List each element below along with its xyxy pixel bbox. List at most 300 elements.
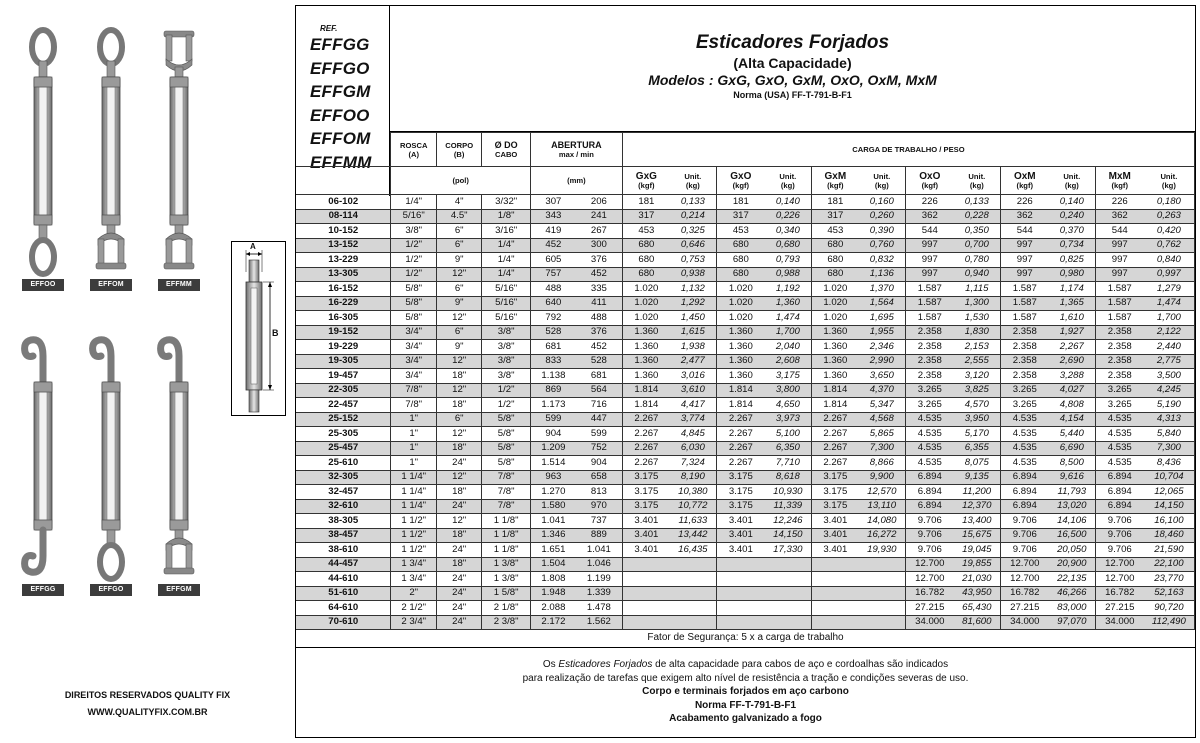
table-cell: 11,339 (765, 499, 811, 514)
unit-pol: (pol) (391, 167, 530, 195)
table-cell: 2,122 (1144, 325, 1195, 340)
specification-sheet (295, 5, 1196, 738)
table-cell: 4,845 (670, 427, 716, 442)
table-cell: 757 (530, 267, 575, 282)
row-code: 16-305 (296, 311, 391, 326)
table-cell: 1,174 (1049, 282, 1095, 297)
spec-table (296, 132, 1195, 630)
table-cell: 1.587 (1000, 296, 1049, 311)
table-cell (716, 557, 765, 572)
table-cell: 3.175 (811, 470, 858, 485)
table-cell: 1 1/8" (482, 543, 531, 558)
table-cell: 997 (1000, 253, 1049, 268)
table-cell: 1.587 (1000, 311, 1049, 326)
table-cell (811, 557, 858, 572)
table-cell: 4.535 (1095, 441, 1144, 456)
table-cell: 1 1/4" (391, 470, 436, 485)
table-cell: 0,646 (670, 238, 716, 253)
models-line: Modelos : GxG, GxO, GxM, OxO, OxM, MxM (648, 72, 937, 88)
table-cell: 0,825 (1049, 253, 1095, 268)
table-cell: 889 (576, 528, 622, 543)
table-cell: 14,150 (1144, 499, 1195, 514)
table-cell: 11,793 (1049, 485, 1095, 500)
table-cell: 2.267 (622, 441, 669, 456)
ref-code: EFFGO (310, 58, 370, 78)
table-cell: 16,272 (859, 528, 905, 543)
table-cell: 2.267 (811, 412, 858, 427)
table-cell: 0,753 (670, 253, 716, 268)
table-row (296, 427, 1195, 442)
table-cell: 181 (622, 195, 669, 210)
table-cell: 0,214 (670, 209, 716, 224)
table-row (296, 195, 1195, 210)
row-code: 32-610 (296, 499, 391, 514)
table-cell: 0,228 (954, 209, 1000, 224)
note-line-5: Acabamento galvanizado a fogo (669, 713, 822, 724)
table-cell: 9.706 (905, 528, 954, 543)
table-cell: 20,050 (1049, 543, 1095, 558)
page-subtitle: (Alta Capacidade) (733, 55, 852, 71)
table-row (296, 369, 1195, 384)
unit-oxo: Unit. (kg) (954, 167, 1000, 195)
table-cell: 97,070 (1049, 615, 1095, 630)
table-cell: 5/16" (482, 296, 531, 311)
dim-a-label: A (250, 242, 256, 251)
table-cell: 4.535 (1095, 427, 1144, 442)
table-cell: 1 3/4" (391, 572, 436, 587)
table-cell: 343 (530, 209, 575, 224)
table-cell: 1" (391, 427, 436, 442)
table-cell: 6" (436, 325, 481, 340)
table-cell: 1.360 (716, 354, 765, 369)
row-code: 25-305 (296, 427, 391, 442)
table-cell: 3,288 (1049, 369, 1095, 384)
table-cell (670, 601, 716, 616)
table-cell: 3/8" (482, 369, 531, 384)
row-code: 51-610 (296, 586, 391, 601)
table-cell: 226 (1095, 195, 1144, 210)
table-cell: 997 (905, 238, 954, 253)
table-cell: 6.894 (1095, 485, 1144, 500)
table-cell: 6.894 (1000, 485, 1049, 500)
row-code: 19-305 (296, 354, 391, 369)
table-cell: 680 (622, 267, 669, 282)
table-cell: 2.358 (1000, 354, 1049, 369)
table-cell (622, 586, 669, 601)
table-cell: 3.175 (622, 485, 669, 500)
table-row (296, 224, 1195, 239)
table-cell: 1/4" (391, 195, 436, 210)
row-code: 38-457 (296, 528, 391, 543)
table-cell (765, 572, 811, 587)
table-cell: 1/2" (391, 253, 436, 268)
table-cell: 12,370 (954, 499, 1000, 514)
table-cell: 564 (576, 383, 622, 398)
table-cell: 2.358 (1095, 369, 1144, 384)
table-cell: 24" (436, 456, 481, 471)
table-cell: 0,370 (1049, 224, 1095, 239)
blank-header (296, 133, 391, 167)
table-cell: 2.358 (1095, 340, 1144, 355)
table-cell: 9.706 (1095, 543, 1144, 558)
table-cell: 658 (576, 470, 622, 485)
table-cell (622, 615, 669, 630)
table-cell: 8,866 (859, 456, 905, 471)
table-cell: 2,346 (859, 340, 905, 355)
table-cell: 453 (811, 224, 858, 239)
table-cell: 4,650 (765, 398, 811, 413)
table-cell: 1.514 (530, 456, 575, 471)
table-cell: 6.894 (1000, 470, 1049, 485)
table-cell: 2,608 (765, 354, 811, 369)
website-url: WWW.QUALITYFIX.COM.BR (87, 707, 208, 717)
table-cell: 1/2" (482, 398, 531, 413)
table-cell: 1,370 (859, 282, 905, 297)
table-cell: 453 (716, 224, 765, 239)
table-row (296, 586, 1195, 601)
table-cell (859, 586, 905, 601)
table-cell: 1.814 (622, 398, 669, 413)
table-cell: 1.138 (530, 369, 575, 384)
norm-line: Norma (USA) FF-T-791-B-F1 (733, 90, 852, 100)
table-row (296, 398, 1195, 413)
table-cell: 6.894 (905, 499, 954, 514)
table-cell: 9.706 (1000, 528, 1049, 543)
table-cell: 6.894 (1095, 499, 1144, 514)
table-cell: 5/8" (482, 456, 531, 471)
table-cell: 9" (436, 253, 481, 268)
table-cell: 27.215 (905, 601, 954, 616)
ref-code: EFFOO (310, 105, 370, 125)
row-code: 38-305 (296, 514, 391, 529)
table-cell: 4,245 (1144, 383, 1195, 398)
table-cell: 2.267 (811, 441, 858, 456)
table-cell: 0,700 (954, 238, 1000, 253)
table-cell: 453 (622, 224, 669, 239)
table-cell: 4.535 (1095, 412, 1144, 427)
table-cell: 2 3/8" (482, 615, 531, 630)
table-cell: 317 (716, 209, 765, 224)
table-cell: 3.401 (811, 543, 858, 558)
table-cell: 23,770 (1144, 572, 1195, 587)
table-cell: 452 (576, 267, 622, 282)
table-cell: 5,190 (1144, 398, 1195, 413)
table-cell: 2,775 (1144, 354, 1195, 369)
table-cell: 3.401 (716, 543, 765, 558)
table-cell: 1/4" (482, 238, 531, 253)
title-block (390, 6, 1195, 132)
table-cell: 0,133 (954, 195, 1000, 210)
table-cell: 1.173 (530, 398, 575, 413)
table-cell: 6.894 (905, 470, 954, 485)
table-cell: 0,325 (670, 224, 716, 239)
table-cell: 12" (436, 470, 481, 485)
table-cell: 419 (530, 224, 575, 239)
table-cell: 46,266 (1049, 586, 1095, 601)
turnbuckle-label: EFFMM (158, 279, 200, 291)
ref-code: EFFMM (310, 152, 372, 172)
table-cell: 1.020 (716, 311, 765, 326)
table-cell: 1,938 (670, 340, 716, 355)
col-rosca: ROSCA (A) (391, 133, 436, 167)
table-cell: 680 (811, 267, 858, 282)
table-cell (670, 557, 716, 572)
table-cell: 1.360 (716, 340, 765, 355)
table-cell: 18" (436, 369, 481, 384)
row-code: 22-457 (296, 398, 391, 413)
table-cell: 16.782 (1000, 586, 1049, 601)
table-cell: 362 (1000, 209, 1049, 224)
table-cell: 24" (436, 615, 481, 630)
table-cell: 362 (905, 209, 954, 224)
table-cell: 2.358 (1000, 325, 1049, 340)
table-cell: 1.020 (622, 282, 669, 297)
table-cell: 1.587 (1095, 282, 1144, 297)
table-row (296, 282, 1195, 297)
table-cell: 6,350 (765, 441, 811, 456)
table-row (296, 601, 1195, 616)
table-cell: 34.000 (905, 615, 954, 630)
table-cell: 24" (436, 586, 481, 601)
table-cell: 12.700 (1095, 572, 1144, 587)
table-cell (765, 557, 811, 572)
row-code: 13-305 (296, 267, 391, 282)
table-cell: 6" (436, 282, 481, 297)
table-cell: 1" (391, 412, 436, 427)
table-cell: 0,997 (1144, 267, 1195, 282)
table-row (296, 456, 1195, 471)
table-cell: 1.020 (716, 282, 765, 297)
table-cell: 3/4" (391, 325, 436, 340)
table-row (296, 209, 1195, 224)
table-cell: 1.360 (811, 325, 858, 340)
model-mxm: MxM (kgf) (1095, 167, 1144, 195)
table-cell: 12.700 (905, 572, 954, 587)
table-cell: 411 (576, 296, 622, 311)
turnbuckle-effgo-image (89, 330, 133, 596)
table-cell (859, 557, 905, 572)
table-cell: 10,704 (1144, 470, 1195, 485)
table-cell: 14,150 (765, 528, 811, 543)
table-cell: 1,927 (1049, 325, 1095, 340)
table-cell: 1/2" (391, 267, 436, 282)
table-cell: 52,163 (1144, 586, 1195, 601)
row-code: 13-152 (296, 238, 391, 253)
table-cell: 5,840 (1144, 427, 1195, 442)
table-cell: 488 (530, 282, 575, 297)
table-cell: 12,065 (1144, 485, 1195, 500)
table-cell: 2,555 (954, 354, 1000, 369)
table-cell: 0,390 (859, 224, 905, 239)
table-cell: 1.587 (1000, 282, 1049, 297)
table-cell: 21,030 (954, 572, 1000, 587)
row-code: 08-114 (296, 209, 391, 224)
table-cell: 12,570 (859, 485, 905, 500)
turnbuckle-effmm-image (157, 25, 201, 291)
product-illustrations (0, 0, 295, 743)
table-cell: 5/16" (391, 209, 436, 224)
table-cell: 970 (576, 499, 622, 514)
table-cell: 6.894 (1000, 499, 1049, 514)
table-cell: 3.175 (622, 499, 669, 514)
table-cell: 1.360 (716, 369, 765, 384)
table-cell: 0,340 (765, 224, 811, 239)
table-cell: 2" (391, 586, 436, 601)
table-cell: 3.175 (811, 499, 858, 514)
turnbuckle-label: EFFGO (90, 584, 132, 596)
table-cell: 0,762 (1144, 238, 1195, 253)
table-cell: 7,324 (670, 456, 716, 471)
table-cell: 0,350 (954, 224, 1000, 239)
table-cell: 1.270 (530, 485, 575, 500)
table-cell: 1 1/8" (482, 528, 531, 543)
row-code: 64-610 (296, 601, 391, 616)
table-cell: 0,940 (954, 267, 1000, 282)
table-cell: 9.706 (905, 514, 954, 529)
table-cell: 2.267 (811, 456, 858, 471)
unit-gxo: Unit. (kg) (765, 167, 811, 195)
note-line-2: para realização de tarefas que exigem alto nível de resistência a tração e condições severas de uso. (522, 672, 969, 684)
table-cell: 0,938 (670, 267, 716, 282)
table-cell: 22,135 (1049, 572, 1095, 587)
table-cell: 3.175 (716, 470, 765, 485)
page-title: Esticadores Forjados (695, 32, 890, 53)
table-cell: 6,355 (954, 441, 1000, 456)
unit-gxg: Unit. (kg) (670, 167, 716, 195)
table-cell: 2.088 (530, 601, 575, 616)
table-cell: 2.267 (622, 412, 669, 427)
table-cell: 1,830 (954, 325, 1000, 340)
table-cell: 1.339 (576, 586, 622, 601)
col-corpo: CORPO (B) (436, 133, 481, 167)
table-cell: 0,240 (1049, 209, 1095, 224)
table-cell: 7,300 (859, 441, 905, 456)
table-cell: 3,774 (670, 412, 716, 427)
table-cell: 4.535 (905, 456, 954, 471)
table-cell: 447 (576, 412, 622, 427)
table-cell: 13,110 (859, 499, 905, 514)
table-cell: 2.267 (622, 427, 669, 442)
table-cell: 5/8" (482, 427, 531, 442)
table-cell (622, 572, 669, 587)
table-cell: 9.706 (1000, 514, 1049, 529)
table-cell: 0,226 (765, 209, 811, 224)
table-cell: 15,675 (954, 528, 1000, 543)
table-cell: 4,027 (1049, 383, 1095, 398)
table-cell: 16.782 (905, 586, 954, 601)
table-cell: 3.175 (622, 470, 669, 485)
table-cell: 4.535 (905, 441, 954, 456)
table-cell: 10,772 (670, 499, 716, 514)
table-cell: 5/8" (391, 282, 436, 297)
table-cell (811, 586, 858, 601)
col-cabo: Ø DO CABO (482, 133, 531, 167)
table-cell: 21,590 (1144, 543, 1195, 558)
table-cell: 12" (436, 514, 481, 529)
table-cell: 307 (530, 195, 575, 210)
table-cell: 16,100 (1144, 514, 1195, 529)
table-cell: 716 (576, 398, 622, 413)
table-cell: 4.535 (1095, 456, 1144, 471)
table-cell: 6.894 (905, 485, 954, 500)
row-code: 70-610 (296, 615, 391, 630)
table-cell (859, 601, 905, 616)
table-cell: 0,840 (1144, 253, 1195, 268)
table-cell: 1,530 (954, 311, 1000, 326)
table-cell: 5/8" (391, 296, 436, 311)
table-cell: 8,075 (954, 456, 1000, 471)
table-cell: 1.360 (811, 369, 858, 384)
safety-factor: Fator de Segurança: 5 x a carga de trabalho (647, 632, 844, 643)
table-cell: 2.358 (905, 354, 954, 369)
table-cell: 14,106 (1049, 514, 1095, 529)
table-cell: 12" (436, 427, 481, 442)
table-cell: 1 5/8" (482, 586, 531, 601)
table-cell (670, 586, 716, 601)
table-cell: 3.401 (811, 514, 858, 529)
table-cell: 963 (530, 470, 575, 485)
table-cell: 4,417 (670, 398, 716, 413)
table-row (296, 354, 1195, 369)
table-cell: 1 1/2" (391, 543, 436, 558)
table-cell: 5,440 (1049, 427, 1095, 442)
table-cell: 2.358 (905, 325, 954, 340)
table-row (296, 267, 1195, 282)
table-cell: 300 (576, 238, 622, 253)
table-cell: 2 3/4" (391, 615, 436, 630)
table-cell (765, 586, 811, 601)
table-cell: 1,700 (765, 325, 811, 340)
table-cell: 2.172 (530, 615, 575, 630)
table-cell: 1 1/2" (391, 528, 436, 543)
table-row (296, 311, 1195, 326)
table-cell: 2.358 (1000, 340, 1049, 355)
table-cell: 3,950 (954, 412, 1000, 427)
table-cell: 1.808 (530, 572, 575, 587)
table-cell: 5,170 (954, 427, 1000, 442)
table-cell: 112,490 (1144, 615, 1195, 630)
table-cell (859, 615, 905, 630)
table-cell: 3.401 (622, 514, 669, 529)
table-row (296, 528, 1195, 543)
table-cell: 7/8" (391, 383, 436, 398)
table-row (296, 412, 1195, 427)
table-cell: 640 (530, 296, 575, 311)
table-cell: 752 (576, 441, 622, 456)
table-cell: 13,442 (670, 528, 716, 543)
row-code: 32-457 (296, 485, 391, 500)
table-cell: 9,135 (954, 470, 1000, 485)
table-cell: 5/8" (482, 441, 531, 456)
row-code: 10-152 (296, 224, 391, 239)
table-cell: 7/8" (482, 499, 531, 514)
unit-mm: (mm) (530, 167, 622, 195)
table-cell: 1.020 (622, 311, 669, 326)
table-cell: 3,800 (765, 383, 811, 398)
table-cell: 1/2" (482, 383, 531, 398)
col-abertura: ABERTURA max / min (530, 133, 622, 167)
table-cell: 2,153 (954, 340, 1000, 355)
table-cell: 5,100 (765, 427, 811, 442)
table-row (296, 572, 1195, 587)
table-cell: 7/8" (391, 398, 436, 413)
table-cell: 8,190 (670, 470, 716, 485)
table-cell: 1,955 (859, 325, 905, 340)
table-cell: 12.700 (905, 557, 954, 572)
table-cell: 5,347 (859, 398, 905, 413)
table-cell: 4.535 (1000, 412, 1049, 427)
table-cell (765, 615, 811, 630)
